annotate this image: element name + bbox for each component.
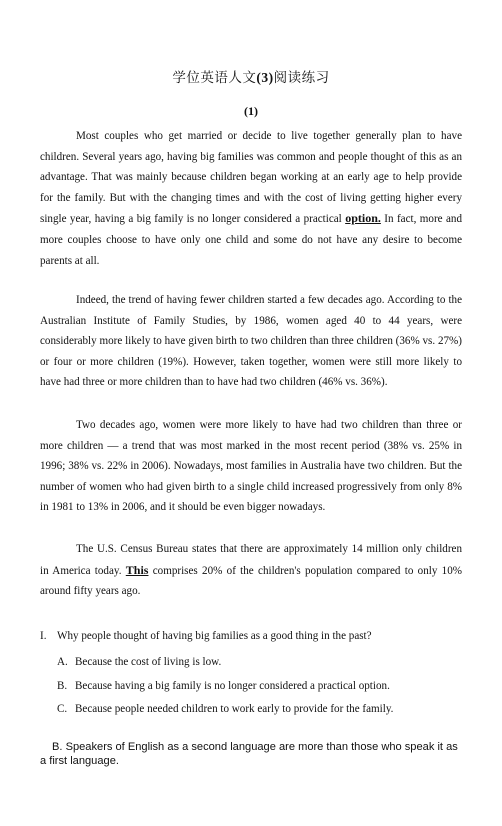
answer-option-a[interactable] [57, 656, 221, 668]
paragraph-4-text-a: The U.S. Census Bureau states that there are approximately 14 million only children in America today. [40, 543, 462, 577]
option-letter: C. [57, 703, 68, 715]
paragraph-3: Two decades ago, women were more likely to have had two children than three or more children — a trend that was most marked in the most recent period (38% vs. 25% in 1996; 38% vs. 22% in 2006). Nowadays, most families in Australia have two children. But the number of women who had given birth to a single child increased progressively from only 8% in 1981 to 13% in 2006, and it should be even bigger nowadays. [40, 419, 462, 514]
keyword-option: option. [345, 211, 381, 226]
document-title [0, 66, 502, 86]
question-number: I. [40, 630, 47, 642]
paragraph-1-text-a: Most couples who get married or decide to live together generally plan to have children. Several years ago, having big families was common and people thought of this as an advantage. That was mainly because children began working at an early age to help provide for the family. But with the changing times and with the cost of living getting higher every single year, having a big family is no longer considered a practical [40, 130, 462, 226]
option-letter: A. [57, 656, 68, 668]
answer-option-c[interactable] [57, 703, 393, 715]
section-number: (1) [244, 104, 258, 118]
paragraph-1-text-b: In fact, more and more couples choose to have only one child and some do not have any desire to become parents at all. [40, 213, 462, 267]
paragraph-1 [40, 126, 462, 271]
title-suffix: 阅读练习 [273, 70, 330, 85]
keyword-this: This [125, 562, 149, 577]
question-stem [40, 630, 372, 642]
option-text: Because the cost of living is low. [75, 656, 222, 668]
answer-option-b[interactable] [57, 680, 390, 692]
option-letter: B. [57, 680, 68, 692]
option-text: Because people needed children to work early to provide for the family. [75, 703, 394, 715]
question-text: Why people thought of having big families as a good thing in the past? [57, 630, 372, 642]
option-text: Because having a big family is no longer considered a practical option. [75, 680, 390, 692]
paragraph-4-text-b: comprises 20% of the children's population compared to only 10% around fifty years ago. [40, 564, 462, 598]
title-number: (3) [256, 70, 274, 85]
stray-option-text: B. Speakers of English as a second language are more than those who speak it as a first language. [40, 741, 458, 767]
title-prefix: 学位英语人文 [172, 70, 257, 85]
paragraph-4 [40, 539, 462, 602]
paragraph-2: Indeed, the trend of having fewer children started a few decades ago. According to the Australian Institute of Family Studies, by 1986, women aged 40 to 44 years, were considerably more likely to have given birth to two children than three children (36% vs. 27%) or four or more children (19%). However, taken together, women were still more likely to have had three or more children than to have had two children (46% vs. 36%). [40, 294, 462, 389]
